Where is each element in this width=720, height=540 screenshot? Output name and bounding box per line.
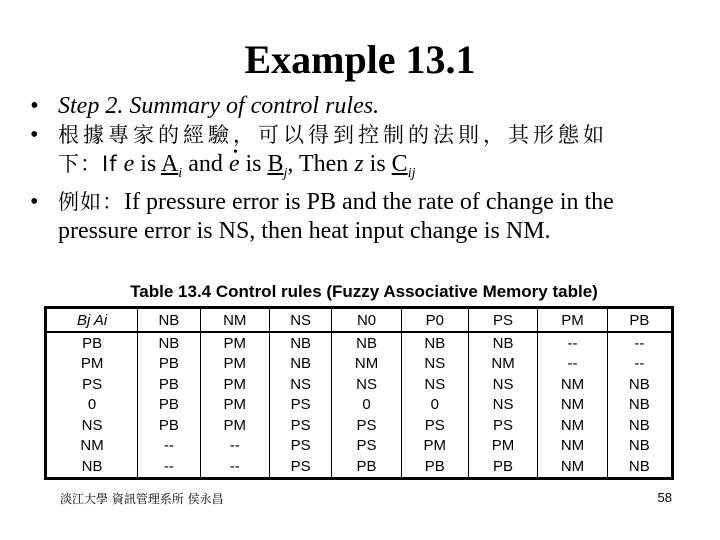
table-cell: PM — [200, 354, 269, 375]
rule-z: z — [354, 151, 364, 177]
rule-line1: 根據專家的經驗，可以得到控制的法則，其形態如 — [58, 123, 608, 147]
table-cell: -- — [200, 436, 269, 457]
table-cell: PB — [138, 415, 200, 436]
table-cell: NB — [607, 374, 672, 395]
row-header: 0 — [87, 396, 97, 414]
table-cell: PB — [138, 354, 200, 375]
rule-is1: is — [140, 151, 157, 177]
table-cell: NB — [607, 456, 672, 478]
rule-and: and — [188, 151, 223, 177]
table-cell: NM — [468, 354, 537, 375]
table-cell: PS — [269, 415, 331, 436]
table-cell: -- — [607, 354, 672, 375]
table-cell: -- — [607, 332, 672, 354]
control-rules-table-block — [44, 282, 676, 480]
row-header: PB — [82, 334, 103, 352]
table-cell: NB — [607, 436, 672, 457]
column-header: PS — [468, 308, 537, 333]
table-cell: NM — [538, 374, 607, 395]
bullet-step — [24, 92, 696, 121]
table-row — [46, 436, 673, 457]
bullet-list — [24, 92, 696, 246]
table-cell: NS — [401, 354, 468, 375]
row-header: NB — [81, 457, 103, 475]
bullet-dot: • — [30, 188, 39, 215]
table-cell: -- — [538, 332, 607, 354]
table-row — [46, 374, 673, 395]
row-header: NS — [81, 416, 103, 434]
table-cell: NB — [269, 354, 331, 375]
table-cell: NB — [138, 332, 200, 354]
table-row — [46, 395, 673, 416]
step-text: Step 2. Summary of control rules. — [58, 93, 380, 119]
table-cell: PB — [138, 374, 200, 395]
example-prefix: 例如： — [58, 189, 124, 214]
table-cell: NS — [468, 395, 537, 416]
table-cell: PB — [332, 456, 401, 478]
table-cell: PM — [200, 374, 269, 395]
table-cell: NS — [468, 374, 537, 395]
rule-prefix: 下：If — [58, 152, 118, 176]
column-header: P0 — [401, 308, 468, 333]
table-cell: -- — [138, 456, 200, 478]
example-text: If pressure error is PB and the rate of change in the pressure error is NS, then heat input change is NM. — [58, 188, 614, 244]
table-cell: PM — [468, 436, 537, 457]
table-cell: PM — [401, 436, 468, 457]
rule-C: C — [391, 151, 408, 177]
table-row — [46, 332, 673, 354]
table-cell: NM — [332, 354, 401, 375]
table-cell: 0 — [332, 395, 401, 416]
rule-then: , Then — [287, 151, 349, 177]
footer-affiliation: 淡江大學 資訊管理系所 侯永昌 — [60, 492, 224, 506]
rule-is3: is — [369, 151, 386, 177]
table-cell: PM — [200, 332, 269, 354]
table-cell: NM — [538, 395, 607, 416]
table-cell: PB — [468, 456, 537, 478]
bullet-dot: • — [30, 122, 39, 148]
table-cell: NS — [332, 374, 401, 395]
table-cell: NS — [401, 374, 468, 395]
table-row — [46, 456, 673, 478]
table-cell: NB — [468, 332, 537, 354]
table-row — [46, 415, 673, 436]
column-header: PM — [538, 308, 607, 333]
table-cell: NB — [269, 332, 331, 354]
table-cell: -- — [200, 456, 269, 478]
table-cell: NM — [538, 436, 607, 457]
page-number: 58 — [657, 490, 672, 505]
rule-i: i — [178, 165, 183, 181]
table-cell: NS — [269, 374, 331, 395]
table-row — [46, 354, 673, 375]
table-cell: PS — [269, 436, 331, 457]
table-cell: PS — [401, 415, 468, 436]
table-cell: PS — [468, 415, 537, 436]
table-cell: NB — [607, 395, 672, 416]
rule-A: A — [160, 151, 179, 177]
row-header: PM — [80, 355, 104, 373]
table-cell: PS — [332, 436, 401, 457]
table-cell: PS — [269, 395, 331, 416]
table-cell: -- — [138, 436, 200, 457]
table-cell: PM — [200, 415, 269, 436]
table-cell: NM — [538, 415, 607, 436]
table-corner-label: Bj Ai — [46, 308, 138, 333]
bullet-dot: • — [30, 93, 39, 119]
column-header: NB — [138, 308, 200, 333]
fam-table — [44, 306, 674, 480]
table-cell: PM — [200, 395, 269, 416]
row-header: PS — [82, 375, 103, 393]
table-cell: 0 — [401, 395, 468, 416]
column-header: PB — [607, 308, 672, 333]
table-cell: PS — [269, 456, 331, 478]
rule-ij: ij — [407, 165, 416, 181]
row-header: NM — [80, 437, 104, 455]
table-cell: PB — [401, 456, 468, 478]
column-header: NM — [200, 308, 269, 333]
table-cell: -- — [538, 354, 607, 375]
bullet-rule — [24, 121, 696, 188]
rule-B: B — [267, 151, 284, 177]
column-header: N0 — [332, 308, 401, 333]
table-caption: Table 13.4 Control rules (Fuzzy Associative Memory table) — [130, 282, 598, 301]
rule-e-dot: • e — [229, 150, 240, 179]
rule-j: j — [283, 165, 288, 181]
rule-is2: is — [245, 151, 262, 177]
column-header: NS — [269, 308, 331, 333]
table-cell: NB — [401, 332, 468, 354]
bullet-example — [24, 188, 696, 246]
slide-title: Example 13.1 — [244, 37, 476, 82]
table-cell: NM — [538, 456, 607, 478]
rule-e: e — [123, 151, 135, 177]
table-cell: NB — [332, 332, 401, 354]
table-header-row — [46, 308, 673, 333]
table-cell: NB — [607, 415, 672, 436]
table-cell: PS — [332, 415, 401, 436]
table-cell: PB — [138, 395, 200, 416]
